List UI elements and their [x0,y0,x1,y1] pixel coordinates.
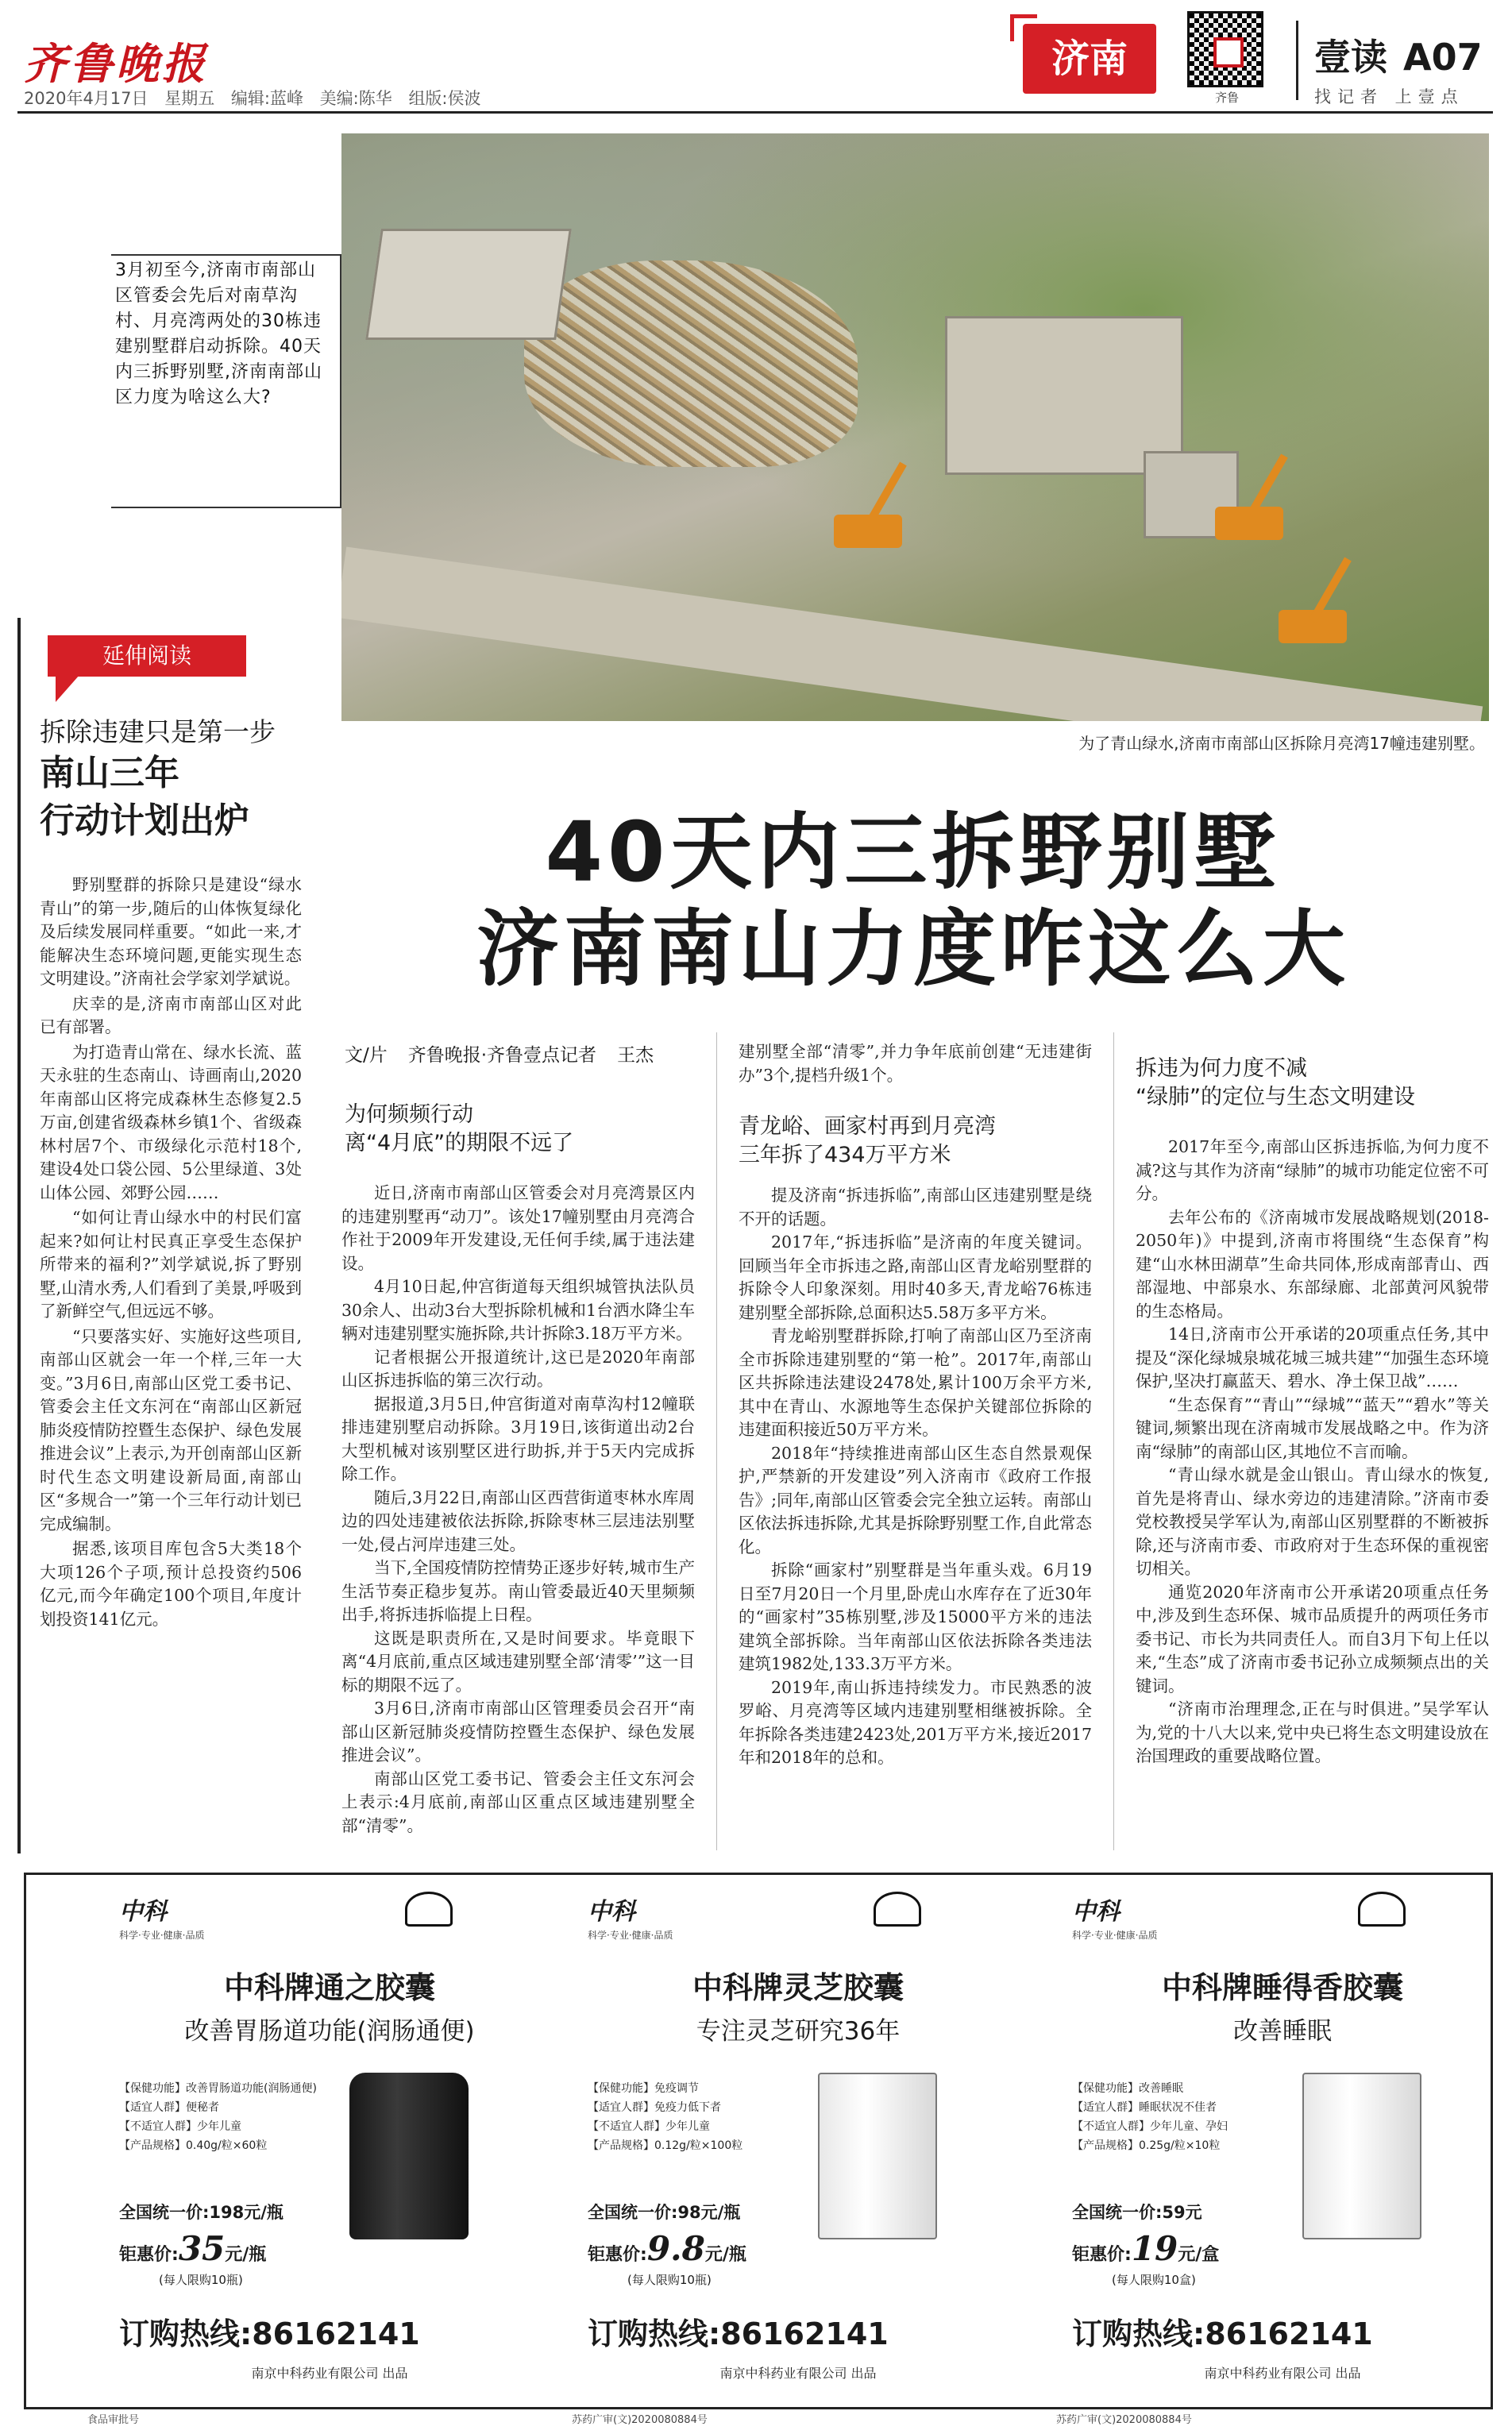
ad-promo-price [119,2229,349,2268]
sidebar-paragraph: 为打造青山常在、绿水长流、蓝天永驻的生态南山、诗画南山,2020年南部山区将完成森林生态修复2.5万亩,创建省级森林乡镇1个、省级森林村居7个、市级绿化示范村18个,建设4处口袋公园、5公里绿道、3处山体公园、郊野公园…… [40,1042,302,1202]
ad-product-name: 中科牌灵芝胶囊 [692,1970,904,2005]
photo-caption: 为了青山绿水,济南市南部山区拆除月亮湾17幢违建别墅。 [1078,734,1485,753]
column-divider [1113,1032,1114,1850]
headline-line: 40天内三拆野别墅 [545,804,1282,901]
ad-spec-line: 【产品规格】0.12g/粒×100粒 [588,2139,743,2152]
emblem-icon [405,1892,453,1927]
ad-tongzhi-capsule[interactable] [119,1876,540,2406]
sidebar-paragraph: “如何让青山绿水中的村民们富起来?如何让村民真正享受生态保护所带来的福利?”刘学斌说,拆了野别墅,山清水秀,人们看到了美景,呼吸到了新鲜空气,但远远不够。 [40,1208,302,1321]
date-line [24,86,492,110]
ad-registration: 苏药广审(文)2020080884号 [1056,2414,1192,2426]
ad-spec-line: 【适宜人群】免疫力低下者 [588,2101,721,2114]
ad-promo-value: 9.8 [646,2229,705,2268]
sidebar-rule [17,618,21,1853]
ad-limit: (每人限购10瓶) [627,2273,712,2287]
product-bottle-icon [349,2073,469,2239]
ad-spec-line: 【产品规格】0.40g/粒×60粒 [119,2139,268,2152]
article-paragraph: 2017年,“拆违拆临”是济南的年度关键词。回顾当年全市拆违之路,南部山区青龙峪别墅群的拆除令人印象深刻。用时40多天,青龙峪76栋违建别墅全部拆除,总面积达5.58万多平方米。 [739,1232,1092,1322]
sidebar-paragraph: “只要落实好、实施好这些项目,南部山区就会一年一个样,三年一大变。”3月6日,南部山区党工委书记、管委会主任文东河在“南部山区新冠肺炎疫情防控暨生态保护、绿色发展推进会议”上表示,为开创南部山区新时代生态文明建设新局面,南部山区“多规合一”第一个三年行动计划已完成编制。 [40,1326,302,1533]
ad-promo-unit: 元/瓶 [704,2245,746,2265]
article-paragraph: 这既是职责所在,又是时间要求。毕竟眼下离“4月底前,重点区域违建别墅全部‘清零’”这一目标的期限不远了。 [341,1628,695,1695]
article-paragraph: 3月6日,济南市南部山区管理委员会召开“南部山区新冠肺炎疫情防控暨生态保护、绿色发展推进会议”。 [341,1699,695,1765]
ad-registration: 食品审批号 [87,2414,140,2426]
ad-logo-text: 中科 [1072,1898,1120,1926]
article-paragraph: 去年公布的《济南城市发展战略规划(2018-2050年)》中提到,济南市将围绕“生态保育”构建“山水林田湖草”生命共同体,形成南部青山、西部湿地、中部泉水、东部绿廊、北部黄河风貌带的生态格局。 [1136,1207,1489,1321]
ad-specs [588,2079,810,2155]
article-paragraph: 青龙峪别墅群拆除,打响了南部山区乃至济南全市拆除违建别墅的“第一枪”。2017年,南部山区共拆除违法建设2478处,累计100万余平方米,其中在青山、水源地等生态保护关键部位拆除的违建面积接近50万平方米。 [739,1326,1092,1439]
ad-logo-text: 中科 [119,1898,167,1926]
qr-caption: 齐鲁 [1214,91,1239,105]
masthead-rule [17,111,1493,114]
ad-shuidexiang-capsule[interactable] [1072,1876,1493,2406]
ad-promo-value: 35 [178,2229,226,2268]
ad-product-name: 中科牌睡得香胶囊 [1161,1970,1403,2005]
ad-promo-price [588,2229,818,2268]
sidebar-tag: 延伸阅读 [48,635,246,677]
article-paragraph: 拆除“画家村”别墅群是当年重头戏。6月19日至7月20日一个月里,卧虎山水库存在了近30年的“画家村”35栋别墅,涉及15000平方米的违法建筑全部拆除。当年南部山区依法拆除各类违法建筑1982处,133.3万平方米。 [739,1560,1092,1673]
photo-debris [524,260,858,467]
ad-list-price: 全国统一价:198元/瓶 [119,2203,284,2222]
masthead-divider [1296,21,1298,100]
ad-hotline[interactable]: 订购热线:86162141 [588,2316,889,2351]
masthead [0,0,1512,119]
article-paragraph: 14日,济南市公开承诺的20项重点任务,其中提及“深化绿城泉城花城三城共建”“加强生态环境保护,坚决打赢蓝天、碧水、净土保卫战”…… [1136,1325,1489,1391]
issue-weekday: 星期五 [164,89,215,108]
ad-spec-line: 【保健功能】改善睡眠 [1072,2082,1183,2095]
sidebar-title-line: 行动计划出炉 [40,800,249,841]
ad-limit: (每人限购10瓶) [159,2273,243,2287]
ad-promo-price [1072,2229,1302,2268]
ad-product-name: 中科牌通之胶囊 [223,1970,435,2005]
ad-list-price: 全国统一价:98元/瓶 [588,2203,741,2222]
byline-author: 王杰 [617,1045,654,1066]
ad-specs [1072,2079,1294,2155]
ad-spec-line: 【保健功能】改善胃肠道功能(润肠通便) [119,2082,317,2095]
article-paragraph: 随后,3月22日,南部山区西营街道枣林水库周边的四处违建被依法拆除,拆除枣林三层违法别墅一处,侵占河岸违建三处。 [341,1487,695,1554]
ad-promo-label: 钜惠价: [588,2245,647,2265]
article-paragraph: 记者根据公开报道统计,这已是2020年南部山区拆违拆临的第三次行动。 [341,1347,695,1390]
excavator-icon [1279,610,1347,643]
page-name: 壹读 [1314,36,1387,79]
ad-limit: (每人限购10盒) [1112,2273,1196,2287]
ad-spec-line: 【保健功能】免疫调节 [588,2082,699,2095]
sidebar-paragraph: 野别墅群的拆除只是建设“绿水青山”的第一步,随后的山体恢复绿化及后续发展同样重要。“如此一来,才能解决生态环境问题,更能实现生态文明建设。”济南社会学家刘学斌说。 [40,875,302,988]
column2-body [739,1040,1092,1850]
ad-spec-line: 【不适宜人群】少年儿童、孕妇 [1072,2120,1228,2133]
ad-hotline[interactable]: 订购热线:86162141 [119,2316,420,2351]
article-paragraph: 2019年,南山拆违持续发力。市民熟悉的波罗峪、月亮湾等区域内违建别墅相继被拆除。全年拆除各类违建2423处,201万平方米,接近2017年和2018年的总和。 [739,1677,1092,1767]
ad-hotline[interactable]: 订购热线:86162141 [1072,2316,1373,2351]
byline-role: 文/片 [345,1045,388,1066]
ad-promo-label: 钜惠价: [1072,2245,1132,2265]
ad-product-subtitle: 改善胃肠道功能(润肠通便) [184,2017,475,2046]
subhead-line: 三年拆了434万平方米 [739,1143,951,1167]
article-paragraph: 通览2020年济南市公开承诺20项重点任务中,涉及到生态环保、城市品质提升的两项任务市委书记、市长为共同责任人。而自3月下旬上任以来,“生态”成了济南市委书记孙立成频频点出的关键词。 [1136,1582,1489,1695]
ad-spec-line: 【不适宜人群】少年儿童 [119,2120,241,2133]
sidebar-subtitle: 拆除违建只是第一步 [40,716,276,747]
column3-subhead [1136,1055,1415,1112]
subhead-line: 青龙峪、画家村再到月亮湾 [739,1114,996,1139]
headline-line: 济南南山力度咋这么大 [476,901,1350,997]
page-slogan: 找记者 上壹点 [1314,87,1464,106]
ad-promo-value: 19 [1131,2229,1178,2268]
page-number: A07 [1403,36,1483,79]
ad-product-subtitle: 专注灵芝研究36年 [696,2017,901,2046]
page-label [1314,29,1483,81]
excavator-icon [834,515,902,548]
byline-org: 齐鲁晚报·齐鲁壹点记者 [407,1045,597,1066]
main-headline [334,804,1493,997]
subhead-line: “绿肺”的定位与生态文明建设 [1136,1085,1415,1109]
article-paragraph: 建别墅全部“清零”,并力争年底前创建“无违建街办”3个,提档升级1个。 [739,1042,1092,1085]
ad-product-subtitle: 改善睡眠 [1233,2017,1332,2046]
issue-date: 2020年4月17日 [24,89,148,108]
ad-spec-line: 【产品规格】0.25g/粒×10粒 [1072,2139,1221,2152]
ad-company: 南京中科药业有限公司 出品 [251,2366,408,2381]
ad-logo-sub: 科学·专业·健康·品质 [119,1930,205,1941]
ad-company: 南京中科药业有限公司 出品 [719,2366,877,2381]
ad-logo [1072,1892,1157,1942]
sidebar-paragraph: 庆幸的是,济南市南部山区对此已有部署。 [40,993,302,1036]
ad-logo-sub: 科学·专业·健康·品质 [588,1930,673,1941]
ad-spec-line: 【不适宜人群】少年儿童 [588,2120,710,2133]
demolition-photo [341,133,1489,721]
ad-list-price: 全国统一价:59元 [1072,2203,1202,2222]
product-box-icon [818,2073,937,2239]
ad-promo-unit: 元/盒 [1178,2245,1220,2265]
article-paragraph: “济南市治理理念,正在与时俱进。”吴学军认为,党的十八大以来,党中央已将生态文明建设放在治国理政的重要战略位置。 [1136,1699,1489,1765]
ad-promo-unit: 元/瓶 [225,2245,267,2265]
ad-logo [588,1892,673,1942]
subhead-line: 拆违为何力度不减 [1136,1056,1307,1081]
qr-code-icon[interactable] [1187,11,1263,87]
article-paragraph: 近日,济南市南部山区管委会对月亮湾景区内的违建别墅再“动刀”。该处17幢别墅由月亮湾合作社于2009年开发建设,无任何手续,属于违法建设。 [341,1183,695,1273]
subhead-line: 离“4月底”的期限不远了 [345,1131,574,1155]
ad-logo-text: 中科 [588,1898,635,1926]
article-paragraph: 4月10日起,仲宫街道每天组织城管执法队员30余人、出动3台大型拆除机械和1台洒水降尘车辆对违建别墅实施拆除,共计拆除3.18万平方米。 [341,1277,695,1343]
paper-name: 齐鲁晚报 [24,38,208,89]
ad-lingzhi-capsule[interactable] [588,1876,1009,2406]
byline [345,1040,674,1067]
sidebar-body [40,874,302,1633]
sidebar-title-line: 南山三年 [40,753,179,793]
editor-credit: 编辑:蓝峰 [230,89,303,108]
column-divider [716,1032,717,1850]
article-paragraph: 南部山区党工委书记、管委会主任文东河会上表示:4月底前,南部山区重点区域违建别墅全部“清零”。 [341,1769,695,1835]
ad-promo-label: 钜惠价: [119,2245,179,2265]
photo-building [365,229,572,340]
ad-company: 南京中科药业有限公司 出品 [1204,2366,1361,2381]
lede-text: 3月初至今,济南市南部山区管委会先后对南草沟村、月亮湾两处的30栋违建别墅群启动拆除。40天内三拆野别墅,济南南部山区力度为啥这么大? [115,260,322,407]
article-paragraph: 2017年至今,南部山区拆违拆临,为何力度不减?这与其作为济南“绿肺”的城市功能定位密不可分。 [1136,1137,1489,1203]
article-paragraph: “生态保育”“青山”“绿城”“蓝天”“碧水”等关键词,频繁出现在济南城市发展战略之中。作为济南“绿肺”的南部山区,其地位不言而喻。 [1136,1394,1489,1461]
section-tag: 济南 [1023,24,1156,94]
sidebar-title [40,750,294,845]
column2-subhead [739,1113,1092,1170]
column3-body [1136,1136,1489,1850]
article-paragraph: 当下,全国疫情防控情势正逐步好转,城市生产生活节奏正稳步复苏。南山管委最近40天里频频出手,将拆违拆临提上日程。 [341,1558,695,1624]
excavator-icon [1215,507,1283,540]
column1-body [341,1182,695,1845]
subhead-line: 为何频频行动 [345,1102,473,1127]
ad-logo [119,1892,204,1942]
article-paragraph: 提及济南“拆违拆临”,南部山区违建别墅是绕不开的话题。 [739,1186,1092,1229]
ad-spec-line: 【适宜人群】便秘者 [119,2101,219,2114]
ad-specs [119,2079,341,2155]
sidebar-paragraph: 据悉,该项目库包含5大类18个大项126个子项,预计总投资约506亿元,而今年确定100个项目,年度计划投资141亿元。 [40,1539,302,1629]
ad-logo-sub: 科学·专业·健康·品质 [1072,1930,1158,1941]
sidebar-tag-tail [56,675,79,702]
article-paragraph: “青山绿水就是金山银山。青山绿水的恢复,首先是将青山、绿水旁边的违建清除。”济南市委党校教授吴学军认为,南部山区别墅群的不断被拆除,还与济南市委、市政府对于生态环保的重视密切相关。 [1136,1465,1489,1578]
column1-subhead [345,1101,573,1158]
layout-credit: 组版:侯波 [408,89,481,108]
ad-registration: 苏药广审(文)2020080884号 [572,2414,708,2426]
article-paragraph: 2018年“持续推进南部山区生态自然景观保护,严禁新的开发建设”列入济南市《政府工作报告》;同年,南部山区管委会完全独立运转。南部山区依法拆违拆除,尤其是拆除野别墅工作,自此常态化。 [739,1443,1092,1556]
product-box-icon [1302,2073,1421,2239]
emblem-icon [874,1892,921,1927]
ad-spec-line: 【适宜人群】睡眠状况不佳者 [1072,2101,1217,2114]
art-editor-credit: 美编:陈华 [319,89,392,108]
emblem-icon [1358,1892,1406,1927]
article-paragraph: 据报道,3月5日,仲宫街道对南草沟村12幢联排违建别墅启动拆除。3月19日,该街道出动2台大型机械对该别墅区进行助拆,并于5天内完成拆除工作。 [341,1394,695,1483]
